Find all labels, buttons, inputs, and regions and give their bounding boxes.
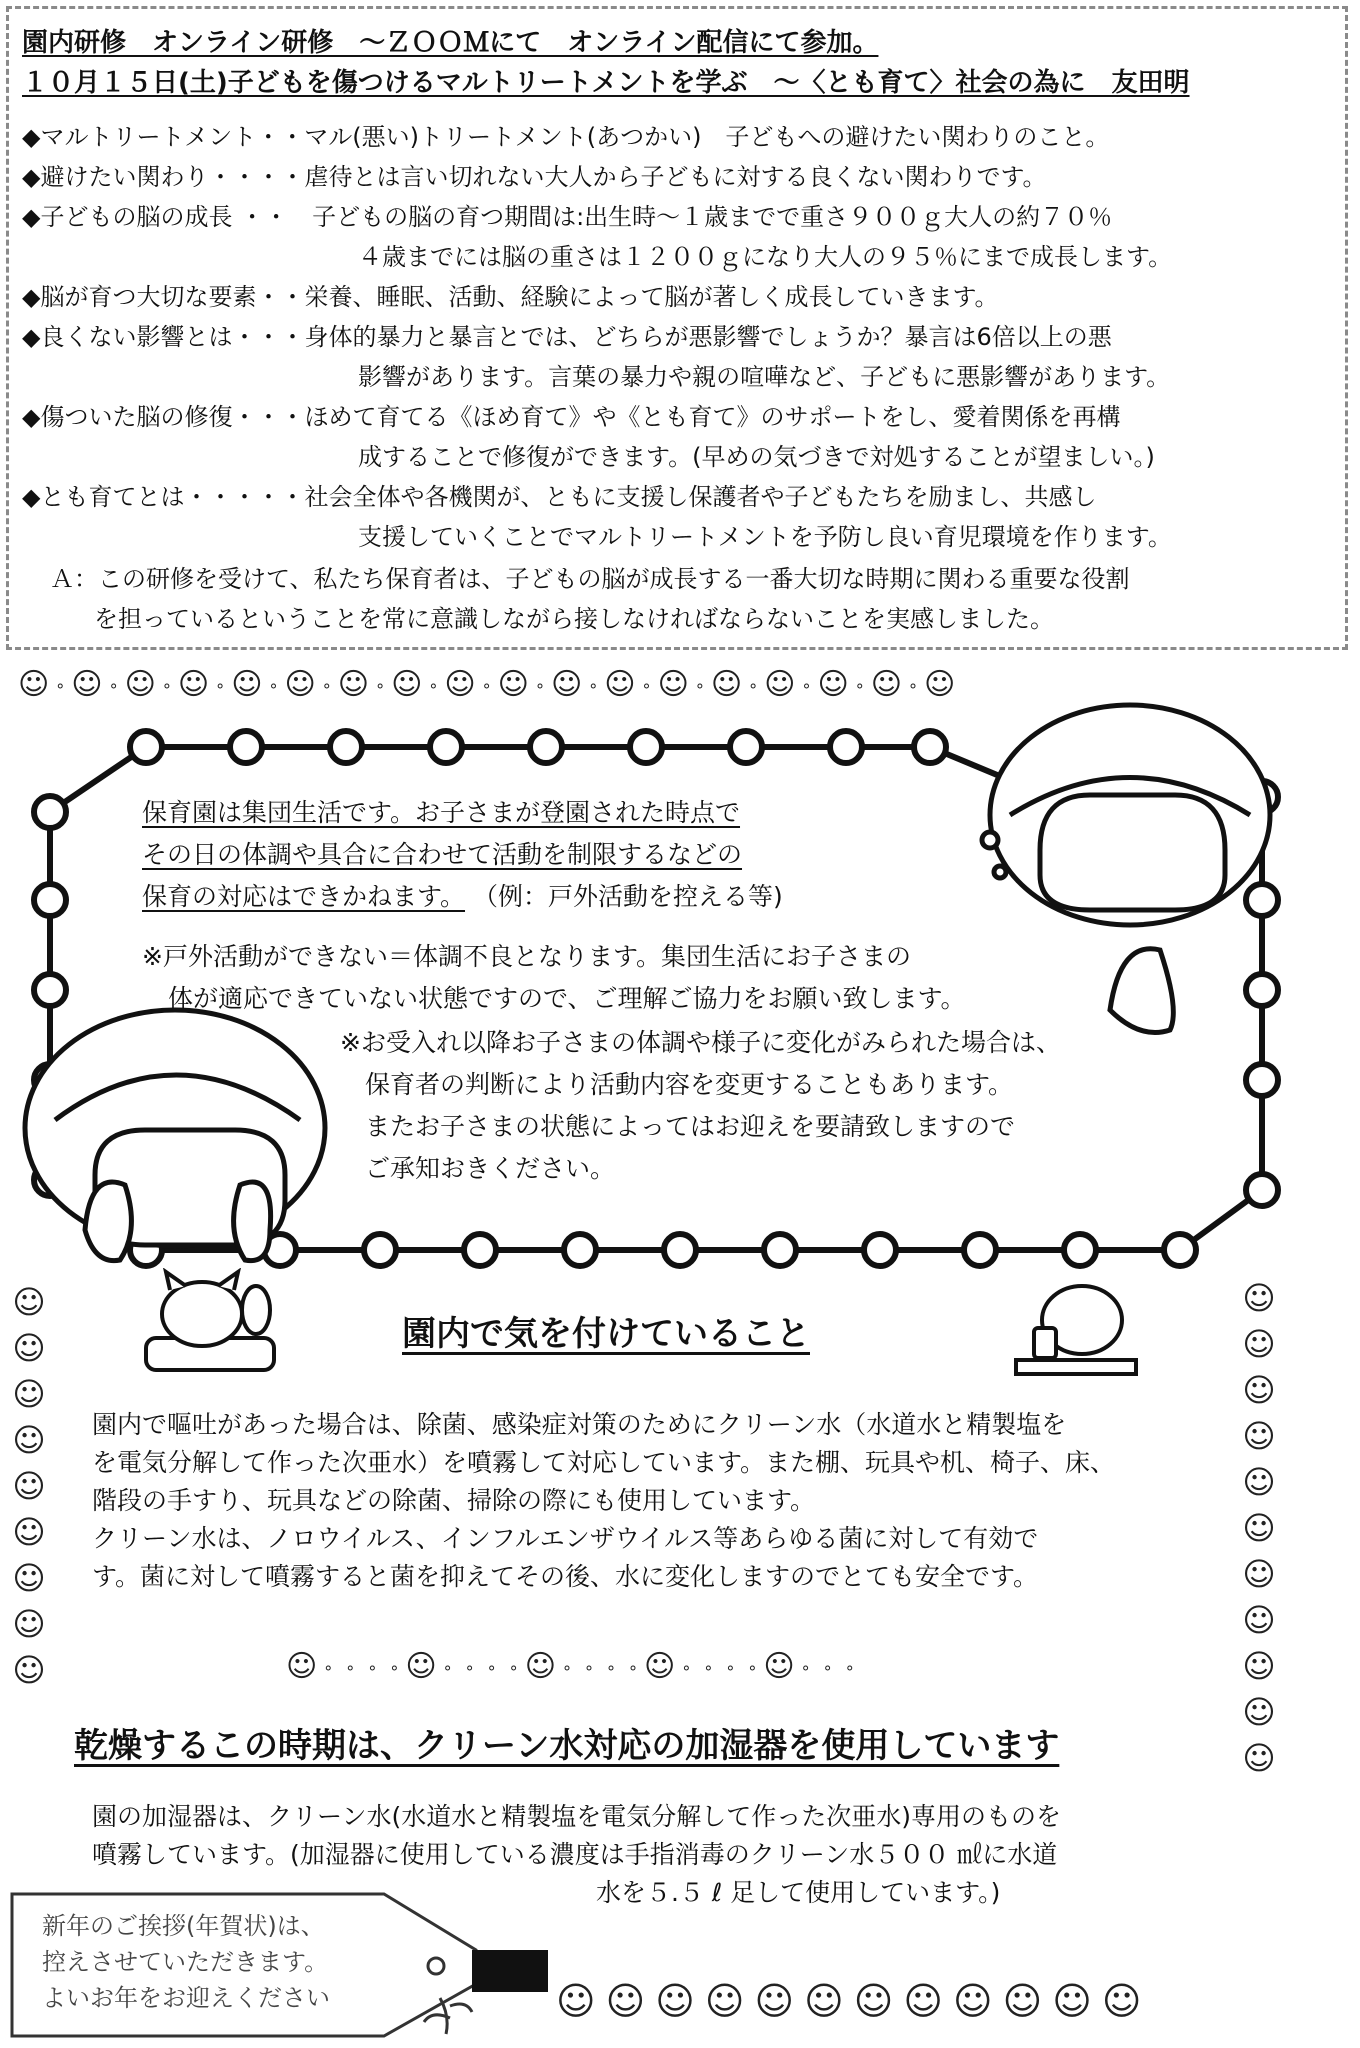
left-deco-column [6, 1283, 52, 1689]
animal-face-icon: ☺ [71, 667, 103, 702]
greeting-line-2: 控えさせていただきます。 [42, 1948, 329, 1976]
horse-icon: ☺ [853, 1979, 894, 2023]
dot-icon: ∘ [442, 1657, 453, 1677]
dot-icon: ∘ [583, 1657, 594, 1677]
dot-icon: ∘ [561, 1657, 572, 1677]
animal-face-icon: ☺ [764, 667, 796, 702]
training-row-7-cont: 支援していくことでマルトリートメントを予防し良い育児環境を作ります。 [358, 523, 1172, 551]
training-row-3-cont: ４歳までには脳の重さは１２００ｇになり大人の９５％にまで成長します。 [358, 243, 1173, 271]
training-row-2: ◆避けたい関わり・・・・虐待とは言い切れない大人から子どもに対する良くない関わりです。 [22, 163, 1047, 191]
notice-line-3: 保育の対応はできかねます。 （例：戸外活動を控える等) [142, 882, 783, 911]
animal-face-icon: ☺ [1242, 1417, 1276, 1455]
dot-icon: ∘ [55, 675, 66, 695]
training-title-line2: １０月１５日(土)子どもを傷つけるマルトリートメントを学ぶ ～〈とも育て〉社会の為に 友田明 [22, 68, 1190, 98]
animal-face-icon: ☺ [710, 667, 743, 702]
animal-face-icon: ☺ [604, 667, 636, 702]
dot-icon: ∘ [367, 1657, 378, 1677]
greeting-line-1: 新年のご挨拶(年賀状)は、 [42, 1912, 325, 1940]
dot-icon: ∘ [854, 675, 865, 695]
dot-icon: ∘ [268, 675, 279, 695]
humidifier-heading: 乾燥するこの時期は、クリーン水対応の加湿器を使用しています [74, 1726, 1060, 1766]
animal-face-icon: ☺ [12, 1329, 46, 1367]
training-answer-line2: を担っているということを常に意識しながら接しなければならないことを実感しました。 [94, 605, 1054, 633]
training-row-3: ◆子どもの脳の成長 ・・ 子どもの脳の育つ期間は:出生時～１歳までで重さ９００ｇ大人の約７０％ [22, 203, 1113, 231]
notice-note2-line4: ご承知おきください。 [365, 1154, 616, 1183]
care-line-3: 階段の手すり、玩具などの除菌、掃除の際にも使用しています。 [92, 1486, 816, 1515]
animal-deco-row [18, 667, 956, 702]
training-row-7: ◆とも育てとは・・・・・社会全体や各機関が、ともに支援し保護者や子どもたちを励まし、共感し [22, 483, 1097, 511]
dragon-icon: ☺ [754, 1979, 795, 2023]
animal-face-icon: ☺ [12, 1375, 46, 1413]
animal-face-icon: ☺ [12, 1421, 46, 1459]
care-heading: 園内で気を付けていること [402, 1314, 810, 1354]
notice-note2-line1: ※お受入れ以降お子さまの体調や様子に変化がみられた場合は、 [340, 1028, 1061, 1057]
animal-face-icon: ☺ [1242, 1693, 1276, 1731]
rabbit-icon: ☺ [1242, 1555, 1276, 1593]
rabbit-icon: ☺ [704, 1979, 745, 2023]
animal-face-icon: ☺ [550, 667, 583, 702]
animal-face-icon: ☺ [1242, 1601, 1276, 1639]
notice-note2-line2: 保育者の判断により活動内容を変更することもあります。 [365, 1070, 1014, 1099]
mouse-icon: ☺ [556, 1979, 596, 2023]
animal-face-icon: ☺ [284, 667, 316, 702]
notice-line-1: 保育園は集団生活です。お子さまが登園された時点で [142, 798, 741, 827]
training-title-line1: 園内研修 オンライン研修 ～ＺＯＯＭにて オンライン配信にて参加。 [22, 28, 879, 58]
animal-face-icon: ☺ [497, 667, 529, 702]
training-row-6: ◆傷ついた脳の修復・・・ほめて育てる《ほめ育て》や《とも育て》のサポートをし、愛着関係を再構 [22, 403, 1121, 431]
dot-icon: ∘ [321, 675, 332, 695]
dot-icon: ∘ [161, 675, 172, 695]
animal-face-icon: ☺ [1242, 1325, 1276, 1363]
rabbit-icon: ☺ [1242, 1279, 1276, 1317]
dot-icon: ∘ [215, 675, 226, 695]
dot-icon: ∘ [486, 1657, 497, 1677]
notice-note1-line1: ※戸外活動ができない＝体調不良となります。集団生活にお子さまの [142, 942, 911, 971]
animal-face-icon: ☺ [817, 667, 849, 702]
cat-icon: ☺ [1242, 1463, 1276, 1501]
animal-face-icon: ☺ [12, 1605, 46, 1643]
animal-face-icon: ☺ [124, 667, 156, 702]
dot-icon: ∘ [588, 675, 599, 695]
care-line-1: 園内で嘔吐があった場合は、除菌、感染症対策のためにクリーン水（水道水と精製塩を [92, 1410, 1067, 1439]
animal-face-icon: ☺ [12, 1559, 46, 1597]
child-face-icon: ☺ [644, 1649, 676, 1684]
training-row-4: ◆脳が育つ大切な要素・・栄養、睡眠、活動、経験によって脳が著しく成長していきます。 [22, 283, 999, 311]
animal-face-icon: ☺ [177, 667, 210, 702]
raccoon-washing-hands-illustration [140, 1268, 280, 1378]
dot-icon: ∘ [703, 1657, 714, 1677]
monkey-icon: ☺ [953, 1979, 993, 2023]
training-row-5: ◆良くない影響とは・・・身体的暴力と暴言とでは、どちらが悪影響でしょうか？暴言は6倍以上の悪 [22, 323, 1112, 351]
animal-face-icon: ☺ [231, 667, 263, 702]
animal-face-icon: ☺ [870, 667, 903, 702]
animal-face-icon: ☺ [18, 667, 50, 702]
masked-child-illustration [982, 705, 1270, 1033]
greeting-line-3: よいお年をお迎えください [42, 1984, 330, 2012]
training-row-1: ◆マルトリートメント・・マル(悪い)トリートメント(あつかい) 子どもへの避けたい関わりのこと。 [22, 123, 1110, 151]
tiger-icon: ☺ [655, 1979, 695, 2023]
dot-icon: ∘ [748, 675, 759, 695]
animal-face-icon: ☺ [391, 667, 423, 702]
dot-icon: ∘ [747, 1657, 758, 1677]
rooster-icon: ☺ [1002, 1979, 1043, 2023]
dot-icon: ∘ [822, 1657, 833, 1677]
dot-icon: ∘ [108, 675, 119, 695]
humidifier-line-2: 噴霧しています。(加湿器に使用している濃度は手指消毒のクリーン水５００ ㎖に水道 [92, 1840, 1058, 1869]
animal-face-icon: ☺ [444, 667, 476, 702]
training-row-5-cont: 影響があります。言葉の暴力や親の喧嘩など、子どもに悪影響があります。 [358, 363, 1171, 391]
dot-icon: ∘ [323, 1657, 334, 1677]
notice-note1-line2: 体が適応できていない状態ですので、ご理解ご協力をお願い致します。 [168, 984, 966, 1013]
humidifier-line-3: 水を５.５ ℓ 足して使用しています。) [596, 1878, 1001, 1907]
animal-face-icon: ☺ [1242, 1509, 1276, 1547]
humidifier-line-1: 園の加湿器は、クリーン水(水道水と精製塩を電気分解して作った次亜水)専用のものを [92, 1802, 1062, 1831]
dot-icon: ∘ [801, 675, 812, 695]
child-face-icon: ☺ [286, 1649, 318, 1684]
dot-icon: ∘ [428, 675, 439, 695]
dot-icon: ∘ [844, 1657, 855, 1677]
dot-icon: ∘ [481, 675, 492, 695]
cow-icon: ☺ [605, 1979, 646, 2023]
animal-face-icon: ☺ [1242, 1647, 1276, 1685]
child-gargling-illustration [1012, 1278, 1142, 1378]
snake-icon: ☺ [804, 1979, 844, 2023]
children-deco-row [286, 1649, 861, 1684]
dot-icon: ∘ [725, 1657, 736, 1677]
child-face-icon: ☺ [405, 1649, 437, 1684]
dot-icon: ∘ [375, 675, 386, 695]
masked-child-illustration [25, 1010, 325, 1261]
dot-icon: ∘ [681, 1657, 692, 1677]
care-line-5: す。菌に対して噴霧すると菌を抑えてその後、水に変化しますのでとても安全です。 [92, 1562, 1039, 1591]
animal-face-icon: ☺ [337, 667, 370, 702]
dot-icon: ∘ [389, 1657, 400, 1677]
care-line-4: クリーン水は、ノロウイルス、インフルエンザウイルス等あらゆる菌に対して有効で [92, 1524, 1039, 1553]
dot-icon: ∘ [534, 675, 545, 695]
zodiac-animals-row [556, 1979, 1142, 2023]
dot-icon: ∘ [628, 1657, 639, 1677]
notice-line-2: その日の体調や具合に合わせて活動を制限するなどの [142, 840, 743, 869]
right-deco-column [1236, 1279, 1282, 1777]
animal-face-icon: ☺ [924, 667, 956, 702]
boar-icon: ☺ [1101, 1979, 1142, 2023]
animal-face-icon: ☺ [657, 667, 689, 702]
child-face-icon: ☺ [763, 1649, 795, 1684]
dot-icon: ∘ [800, 1657, 811, 1677]
dot-icon: ∘ [908, 675, 919, 695]
notice-example: （例：戸外活動を控える等) [472, 882, 783, 911]
training-row-6-cont: 成することで修復ができます。(早めの気づきで対処することが望ましい。) [358, 443, 1155, 471]
animal-face-icon: ☺ [12, 1513, 46, 1551]
rabbit-icon: ☺ [12, 1283, 46, 1321]
animal-face-icon: ☺ [12, 1651, 46, 1689]
dog-icon: ☺ [1052, 1979, 1092, 2023]
dot-icon: ∘ [345, 1657, 356, 1677]
dot-icon: ∘ [641, 675, 652, 695]
dot-icon: ∘ [508, 1657, 519, 1677]
notice-note2-line3: またお子さまの状態によってはお迎えを要請致しますので [365, 1112, 1016, 1141]
dot-icon: ∘ [606, 1657, 617, 1677]
child-face-icon: ☺ [524, 1649, 556, 1684]
training-answer-line1: Ａ：この研修を受けて、私たち保育者は、子どもの脳が成長する一番大切な時期に関わる重要な役割 [50, 565, 1130, 593]
dot-icon: ∘ [694, 675, 705, 695]
sheep-icon: ☺ [903, 1979, 943, 2023]
animal-face-icon: ☺ [1242, 1739, 1276, 1777]
animal-face-icon: ☺ [1242, 1371, 1276, 1409]
care-line-2: を電気分解して作った次亜水）を噴霧して対応しています。また棚、玩具や机、椅子、床、 [92, 1448, 1116, 1477]
cat-icon: ☺ [12, 1467, 46, 1505]
dot-icon: ∘ [464, 1657, 475, 1677]
